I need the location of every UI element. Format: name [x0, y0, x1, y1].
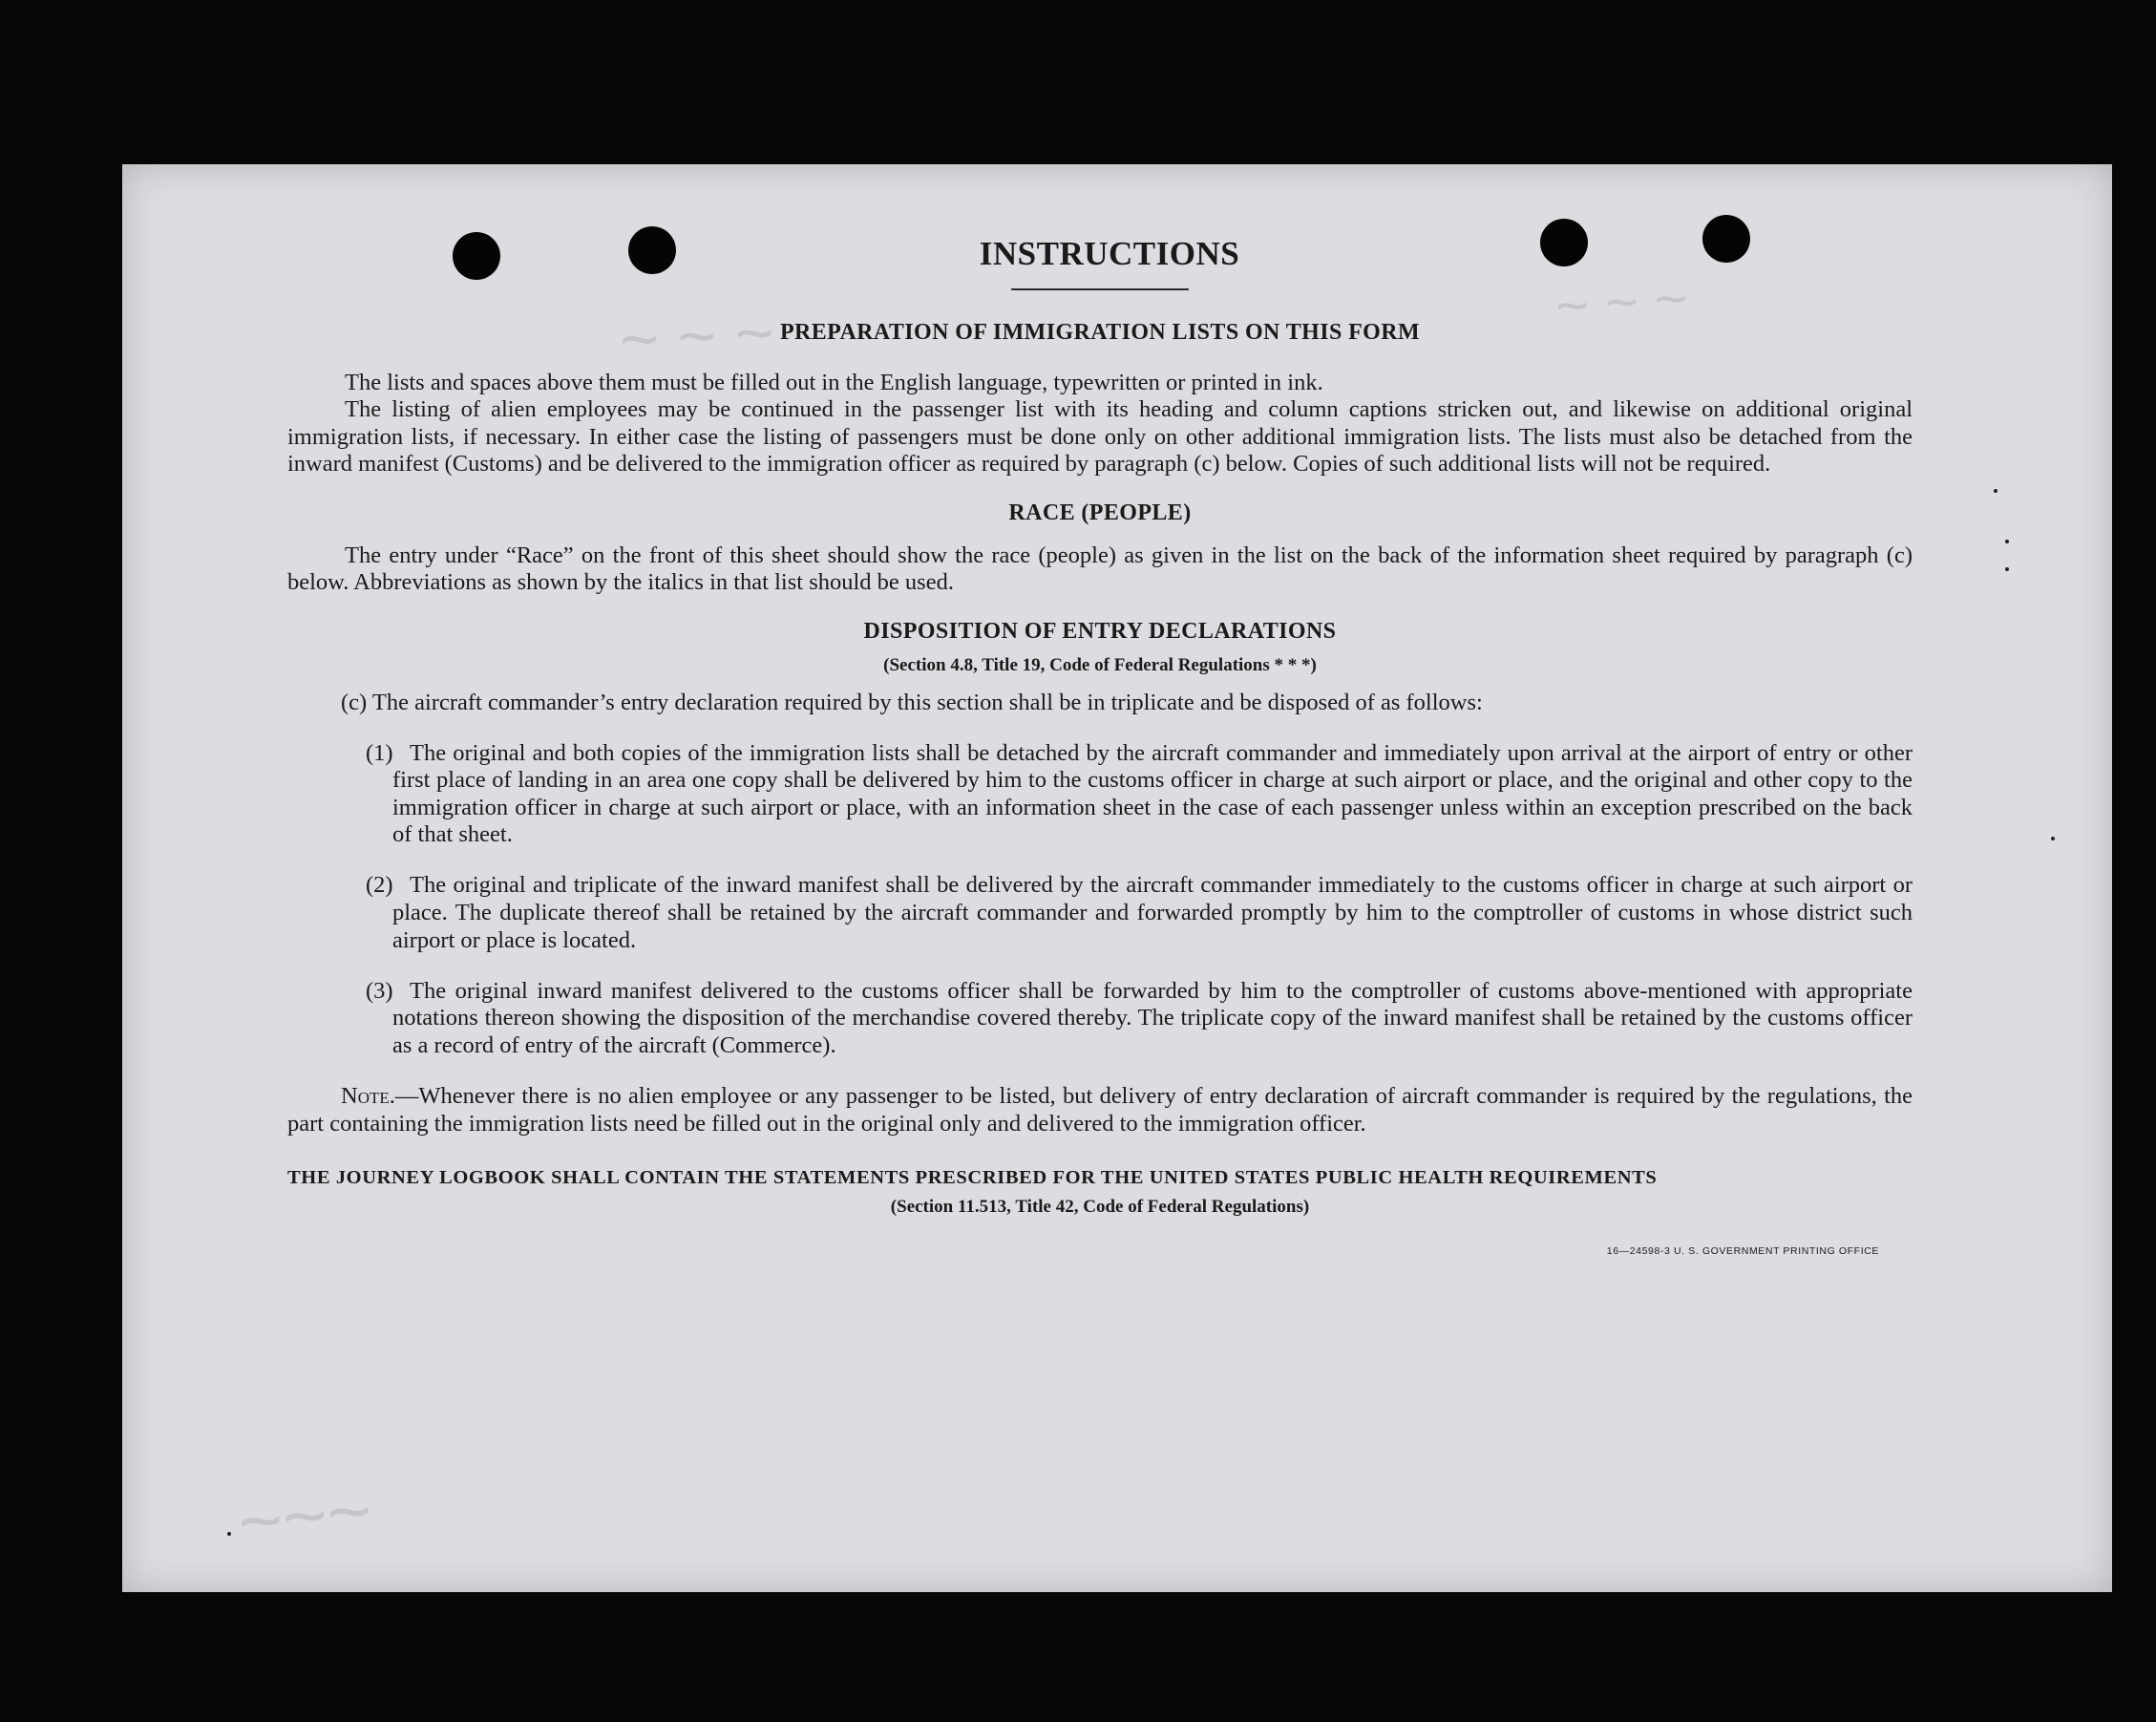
- list-item-text: The original and triplicate of the inward manifest shall be delivered by the aircraft commander immediately to the customs officer in charge at such airport or place. The duplicate thereof shall be retained by the aircraft commander and forwarded promptly by him to the comptroller of customs in whose district such airport or place is located.: [392, 872, 1913, 953]
- printer-mark: 16—24598-3 U. S. GOVERNMENT PRINTING OFFICE: [1606, 1245, 1879, 1258]
- instructions-text: [287, 231, 1913, 1265]
- health-requirements-citation: (Section 11.513, Title 42, Code of Federal Regulations): [890, 1196, 1310, 1217]
- preparation-paragraph-2: The listing of alien employees may be continued in the passenger list with its heading and column captions stricken out, and likewise on additional original immigration lists, if necessary. In either case the listing of passengers must be done only on other additional immigration lists. The lists must also be detached from the inward manifest (Customs) and be delivered to the immigration officer as required by paragraph (c) below. Copies of such additional lists will not be required.: [287, 396, 1913, 478]
- paragraph-c-label: (c): [341, 689, 368, 715]
- title-rule: [1011, 288, 1189, 290]
- race-paragraph: The entry under “Race” on the front of this sheet should show the race (people) as given in the list on the back of the information sheet required by paragraph (c) below. Abbreviations as shown by the italics in that list should be used.: [287, 542, 1913, 596]
- list-item: [366, 872, 1913, 954]
- paragraph-c: [287, 690, 1913, 717]
- bleed-through-scribble: ~ ~ ~: [1552, 266, 1689, 339]
- dust-speck: [1994, 489, 1997, 493]
- dust-speck: [2005, 540, 2009, 543]
- dust-speck: [227, 1532, 231, 1536]
- bleed-through-scribble: ~~~: [232, 1466, 375, 1566]
- paragraph-c-text: The aircraft commander’s entry declaration required by this section shall be in triplicate and be disposed of as follows:: [371, 689, 1483, 715]
- dust-speck: [2005, 567, 2009, 571]
- list-item-number: (2): [366, 872, 393, 899]
- list-item: [366, 977, 1913, 1060]
- note-paragraph: [287, 1083, 1913, 1137]
- list-item-text: The original and both copies of the immigration lists shall be detached by the aircraft commander and immediately upon arrival at the airport of entry or other first place of landing in an area one copy shall be delivered by him to the customs officer in charge at such airport or place, and the original and other copy to the immigration officer in charge at such airport or place, with an information sheet in the case of each passenger unless within an exception prescribed on the back of that sheet.: [392, 739, 1913, 848]
- list-item-number: (3): [366, 977, 393, 1004]
- list-item: [366, 739, 1913, 849]
- section-heading-disposition: DISPOSITION OF ENTRY DECLARATIONS: [863, 618, 1337, 644]
- section-heading-preparation: PREPARATION OF IMMIGRATION LISTS ON THIS FORM: [779, 320, 1421, 345]
- bleed-through-scribble: ~ ~ ~: [617, 294, 775, 378]
- list-item-text: The original inward manifest delivered to the customs officer shall be forwarded by him to the comptroller of customs above-mentioned with appropriate notations thereon showing the disposition of the merchandise covered thereby. The triplicate copy of the inward manifest shall be retained by the customs officer as a record of entry of the aircraft (Commerce).: [392, 977, 1913, 1058]
- section-heading-race: RACE (PEOPLE): [1008, 500, 1192, 525]
- list-item-number: (1): [366, 739, 393, 766]
- note-label: Note.: [341, 1082, 395, 1109]
- dust-speck: [2051, 837, 2055, 840]
- health-requirements-statement: THE JOURNEY LOGBOOK SHALL CONTAIN THE STATEMENTS PRESCRIBED FOR THE UNITED STATES PUBLIC HEALTH REQUIREMENTS: [287, 1167, 1658, 1189]
- page-title: INSTRUCTIONS: [979, 235, 1240, 272]
- disposition-citation: (Section 4.8, Title 19, Code of Federal Regulations * * *): [883, 655, 1317, 676]
- note-text: —Whenever there is no alien employee or any passenger to be listed, but delivery of entry declaration of aircraft commander is required by the regulations, the part containing the immigration lists need be filled out in the original only and delivered to the immigration officer.: [287, 1082, 1913, 1137]
- preparation-paragraph-1: The lists and spaces above them must be filled out in the English language, typewritten or printed in ink.: [345, 369, 1323, 395]
